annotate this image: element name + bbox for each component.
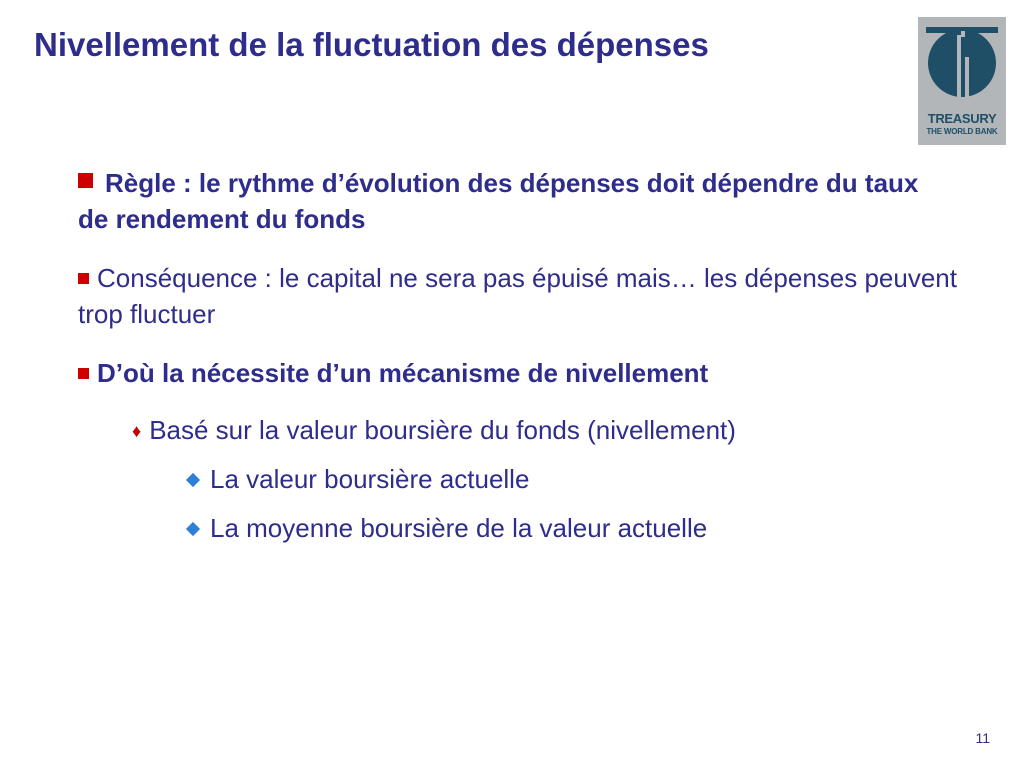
bullet-nivellement-text: D’où la nécessite d’un mécanisme de nivellement <box>97 358 709 388</box>
diamond-bullet-icon <box>186 473 200 487</box>
subbullet-valeur-boursiere-text: Basé sur la valeur boursière du fonds (nivellement) <box>149 415 736 445</box>
slide-title: Nivellement de la fluctuation des dépenses <box>34 26 709 63</box>
square-bullet-icon <box>78 173 93 188</box>
square-bullet-icon <box>78 273 89 284</box>
subsubbullet-moyenne-boursiere-text: La moyenne boursière de la valeur actuelle <box>210 513 708 543</box>
bullet-consequence-text: Conséquence : le capital ne sera pas épuisé mais… les dépenses peuvent trop fluctuer <box>78 263 957 329</box>
page-number: 11 <box>975 730 990 746</box>
subsubbullet-moyenne-boursiere <box>184 510 984 546</box>
logo-text-treasury: TREASURY <box>927 111 997 126</box>
square-bullet-icon <box>78 368 89 379</box>
subsubbullet-valeur-actuelle-text: La valeur boursière actuelle <box>210 464 530 494</box>
bullet-regle-text: Règle : le rythme d’évolution des dépenses doit dépendre du taux de rendement du fonds <box>78 168 919 234</box>
subbullet-valeur-boursiere <box>132 412 982 451</box>
bullet-regle <box>78 165 928 237</box>
subsubbullet-valeur-actuelle <box>184 461 984 497</box>
logo-text-world-bank: THE WORLD BANK <box>926 127 998 136</box>
bullet-nivellement <box>78 355 968 391</box>
diamond-bullet-icon <box>186 522 200 536</box>
diamond-bullet-icon: ♦ <box>132 421 142 441</box>
bullet-consequence <box>78 260 968 332</box>
treasury-logo <box>918 17 1006 145</box>
